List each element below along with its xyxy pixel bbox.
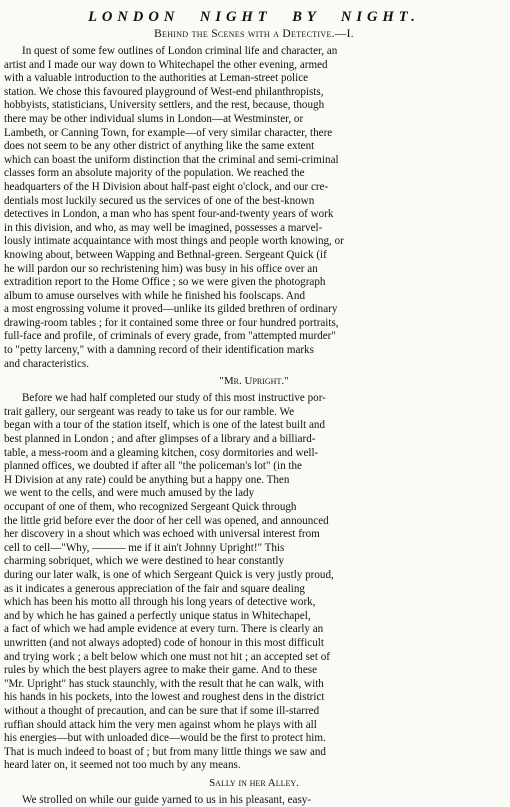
text-line: began with a tour of the station itself, which is one of the latest built and bbox=[4, 419, 326, 432]
text-line: station. We chose this favoured playground of West-end philanthropists, bbox=[4, 85, 324, 98]
text-line: without a thought of precaution, and can be sure that if some ill-starred bbox=[4, 704, 320, 717]
text-line: detectives in London, a man who has spent four-and-twenty years of work bbox=[4, 208, 334, 221]
text-line: during our later walk, is one of which Sergeant Quick is very justly proud, bbox=[4, 568, 334, 581]
text-line: album to amuse ourselves with while he finished his foolscaps. And bbox=[4, 289, 306, 302]
text-line: and by which he has gained a perfectly unique status in Whitechapel, bbox=[4, 609, 311, 622]
text-line: table, a mess-room and a gleaming kitchen, cosy dormitories and well- bbox=[4, 446, 319, 459]
text-line: which has been his motto all through his long years of detective work, bbox=[4, 596, 316, 609]
text-line: ruffian should attack him the very men against whom he plays with all bbox=[4, 718, 317, 731]
text-line: We strolled on while our guide yarned to us in his pleasant, easy- bbox=[22, 793, 312, 806]
text-line: charming sobriquet, which we were destined to hear constantly bbox=[4, 555, 285, 568]
text-line: dentials most luckily secured us the services of one of the best-known bbox=[4, 194, 315, 207]
text-line: H Division at any rate) could be anything but a happy one. Then bbox=[4, 473, 290, 486]
text-line: hobbyists, statisticians, University settlers, and the rest, because, though bbox=[4, 99, 325, 112]
section-heading-sally: Sally in her Alley. bbox=[209, 776, 299, 789]
text-line: does not seem to be any other district of anything like the same extent bbox=[4, 140, 315, 153]
text-line: his energies—but with unloaded dice—would be the first to protect him. bbox=[4, 732, 326, 745]
text-line: with a valuable introduction to the authorities at Leman-street police bbox=[4, 72, 309, 85]
article-subtitle: Behind the Scenes with a Detective.—I. bbox=[154, 28, 354, 40]
text-line: full-face and profile, of criminals of every grade, from "attempted murder" bbox=[4, 330, 336, 343]
section-heading-mr-upright: "Mr. Upright." bbox=[219, 375, 289, 388]
article-title: LONDON NIGHT BY NIGHT. bbox=[88, 9, 420, 25]
text-line: his hands in his pockets, into the lowest and roughest dens in the district bbox=[4, 691, 325, 704]
text-line: occupant of one of them, who recognized Sergeant Quick through bbox=[4, 501, 297, 513]
paragraph-sally bbox=[4, 794, 504, 807]
text-line: unwritten (and not always adopted) code of honour in this most difficult bbox=[4, 636, 324, 649]
text-line: and trying work ; a belt below which one must not hit ; an accepted set of bbox=[4, 650, 330, 663]
text-line: That is much indeed to boast of ; but from many little things we saw and bbox=[4, 745, 326, 758]
text-line: artist and I made our way down to Whitechapel the other evening, armed bbox=[4, 58, 328, 71]
text-line: Before we had half completed our study of this most instructive por- bbox=[22, 392, 326, 405]
text-line: to "petty larceny," with a damning record of their identification marks bbox=[4, 344, 314, 357]
text-line: best planned in London ; and after glimpses of a library and a billiard- bbox=[4, 433, 316, 446]
text-line: we went to the cells, and were much amused by the lady bbox=[4, 487, 255, 500]
text-line: headquarters of the H Division about half-past eight o'clock, and our cre- bbox=[4, 180, 329, 193]
text-line: her discovery in a shout which was echoed with universal interest from bbox=[4, 528, 320, 541]
text-line: and characteristics. bbox=[4, 357, 90, 370]
text-line: trait gallery, our sergeant was ready to take us for our ramble. We bbox=[4, 405, 295, 418]
text-line: there may be other individual slums in London—at Westminster, or bbox=[4, 112, 304, 125]
text-line: heard later on, it seemed not too much by any means. bbox=[4, 759, 241, 772]
text-line: he will pardon our so rechristening him) was busy in his office over an bbox=[4, 262, 318, 275]
text-line: the little grid before ever the door of her cell was opened, and announced bbox=[4, 514, 329, 527]
text-line: drawing-room tables ; for it contained some three or four hundred portraits, bbox=[4, 316, 339, 329]
text-line: which can boast the uniform distinction that the criminal and semi-criminal bbox=[4, 153, 339, 166]
paragraph-intro bbox=[4, 45, 504, 371]
text-line: in this division, and who, as may well be imagined, possesses a marvel- bbox=[4, 221, 323, 234]
text-line: as it indicates a generous appreciation of the fair and square dealing bbox=[4, 582, 305, 595]
text-line: Lambeth, or Canning Town, for example—of very similar character, there bbox=[4, 126, 333, 139]
text-line: a most engrossing volume it proved—unlike its gilded brethren of ordinary bbox=[4, 303, 338, 316]
text-line: "Mr. Upright" has stuck staunchly, with the result that he can walk, with bbox=[4, 677, 324, 690]
text-line: a fact of which we had ample evidence at every turn. There is clearly an bbox=[4, 623, 324, 636]
paragraph-mr-upright bbox=[4, 392, 504, 773]
text-line: classes form an absolute majority of the population. We reached the bbox=[4, 167, 305, 180]
text-line: In quest of some few outlines of London criminal life and character, an bbox=[22, 45, 338, 57]
text-line: planned offices, we doubted if after all "the policeman's lot" (in the bbox=[4, 460, 302, 473]
text-line: extradition report to the Home Office ; so we were given the photograph bbox=[4, 276, 326, 289]
text-line: rules by which the best players agree to make their game. And to these bbox=[4, 664, 317, 677]
text-line: knowing about, between Wapping and Bethnal-green. Sergeant Quick (if bbox=[4, 248, 327, 261]
text-line: cell to cell—"Why, ——— me if it ain't Johnny Upright!" This bbox=[4, 541, 285, 554]
text-line: lously intimate acquaintance with most things and people worth knowing, or bbox=[4, 235, 344, 248]
